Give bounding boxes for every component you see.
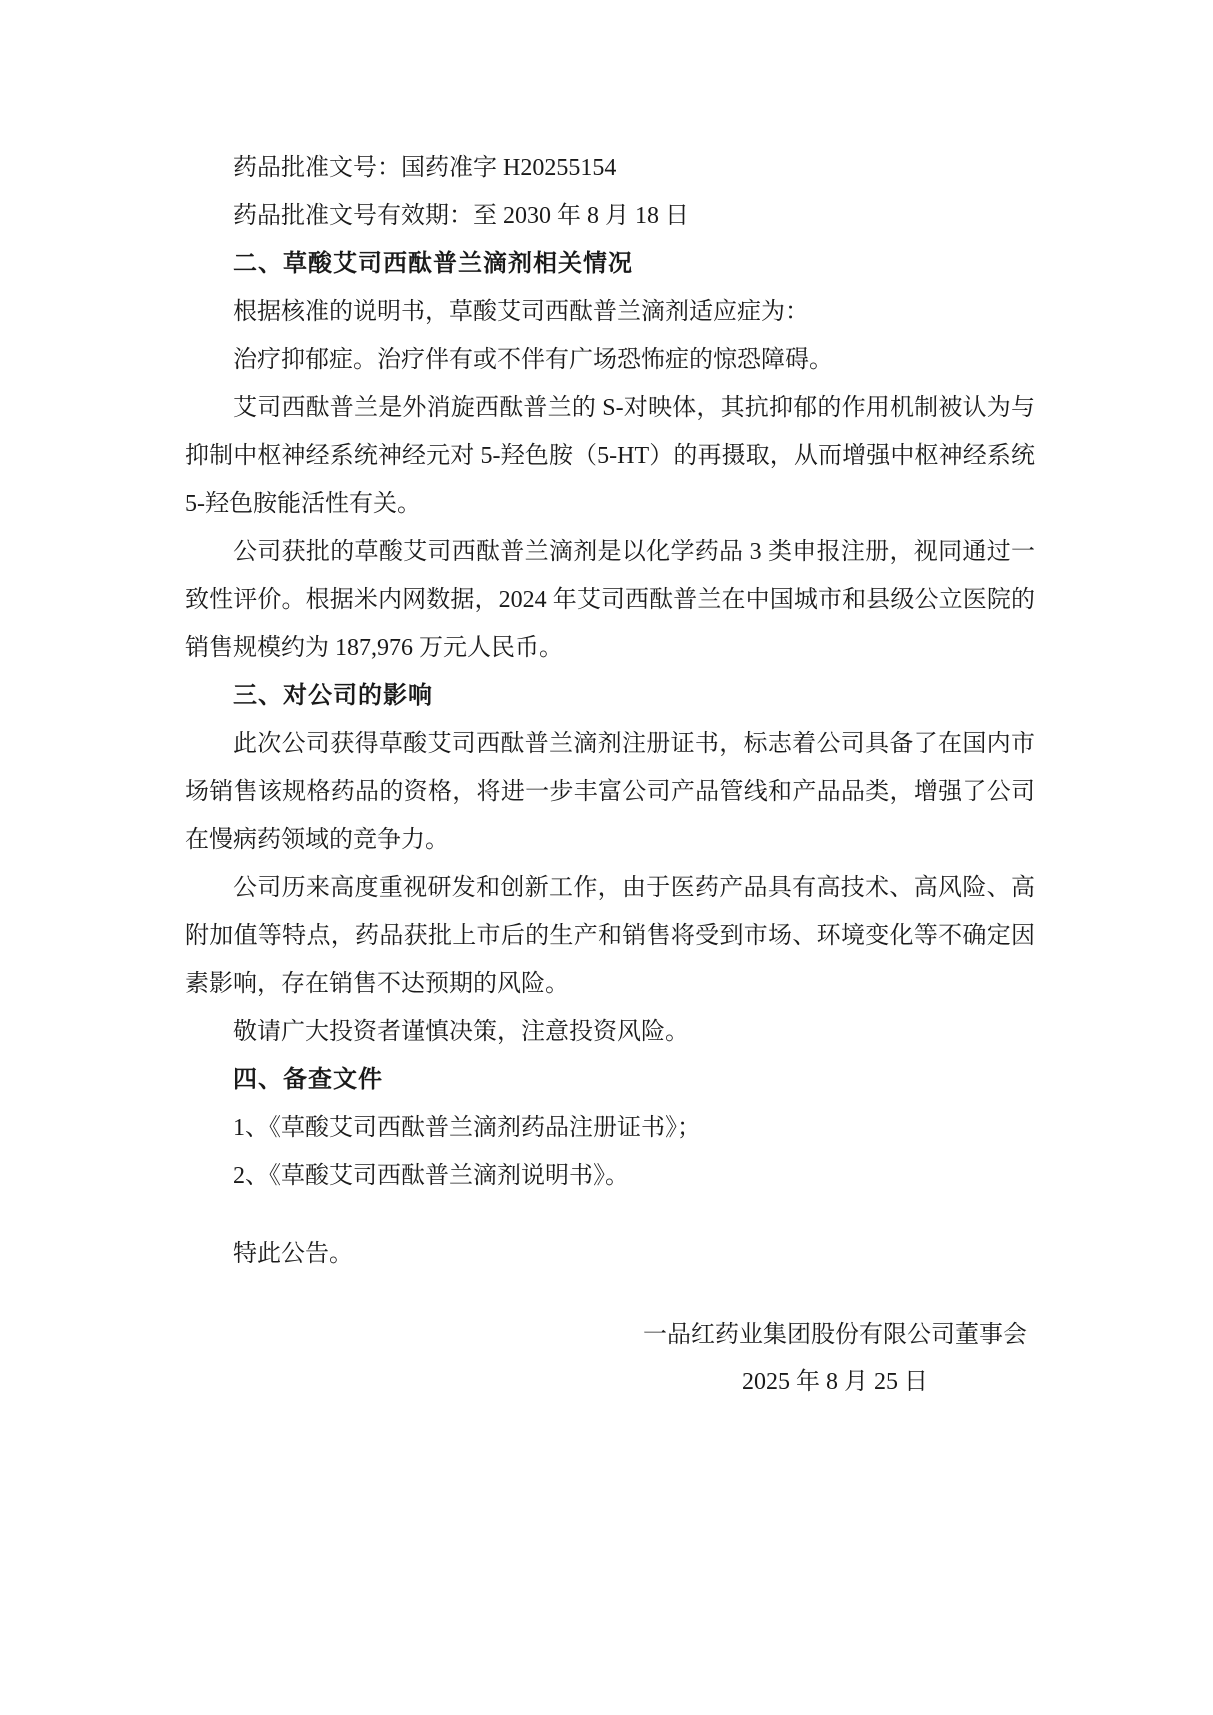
signature-company: 一品红药业集团股份有限公司董事会 bbox=[643, 1322, 1027, 1348]
doc-paragraph: 2、《草酸艾司西酞普兰滴剂说明书》。 bbox=[233, 1163, 629, 1189]
doc-paragraph: 治疗抑郁症。治疗伴有或不伴有广场恐怖症的惊恐障碍。 bbox=[233, 347, 833, 373]
doc-paragraph: 公司获批的草酸艾司西酞普兰滴剂是以化学药品 3 类申报注册，视同通过一致性评价。根据米内网数据，2024 年艾司西酞普兰在中国城市和县级公立医院的销售规模约为 187,976 万元人民币。 bbox=[185, 539, 1035, 661]
blocks-container bbox=[185, 144, 1035, 1278]
doc-paragraph: 药品批准文号有效期：至 2030 年 8 月 18 日 bbox=[233, 203, 689, 229]
document-body bbox=[185, 144, 1035, 1406]
doc-paragraph: 公司历来高度重视研发和创新工作，由于医药产品具有高技术、高风险、高附加值等特点，药品获批上市后的生产和销售将受到市场、环境变化等不确定因素影响，存在销售不达预期的风险。 bbox=[185, 875, 1035, 997]
doc-paragraph: 特此公告。 bbox=[233, 1241, 353, 1267]
signature-date: 2025 年 8 月 25 日 bbox=[742, 1369, 928, 1395]
section-heading: 三、对公司的影响 bbox=[233, 682, 433, 709]
doc-paragraph: 根据核准的说明书，草酸艾司西酞普兰滴剂适应症为： bbox=[233, 299, 809, 325]
section-heading: 四、备查文件 bbox=[233, 1066, 383, 1093]
blank-line bbox=[185, 1200, 1035, 1230]
doc-paragraph: 此次公司获得草酸艾司西酞普兰滴剂注册证书，标志着公司具备了在国内市场销售该规格药品的资格，将进一步丰富公司产品管线和产品品类，增强了公司在慢病药领域的竞争力。 bbox=[185, 731, 1035, 853]
doc-paragraph: 敬请广大投资者谨慎决策，注意投资风险。 bbox=[233, 1019, 689, 1045]
doc-paragraph: 药品批准文号：国药准字 H20255154 bbox=[233, 155, 617, 181]
doc-paragraph: 1、《草酸艾司西酞普兰滴剂药品注册证书》； bbox=[233, 1115, 701, 1141]
signature-block bbox=[635, 1312, 1035, 1406]
section-heading: 二、草酸艾司西酞普兰滴剂相关情况 bbox=[233, 250, 633, 277]
doc-paragraph: 艾司西酞普兰是外消旋西酞普兰的 S-对映体，其抗抑郁的作用机制被认为与抑制中枢神经系统神经元对 5-羟色胺（5-HT）的再摄取，从而增强中枢神经系统 5-羟色胺能活性有关。 bbox=[185, 395, 1035, 517]
